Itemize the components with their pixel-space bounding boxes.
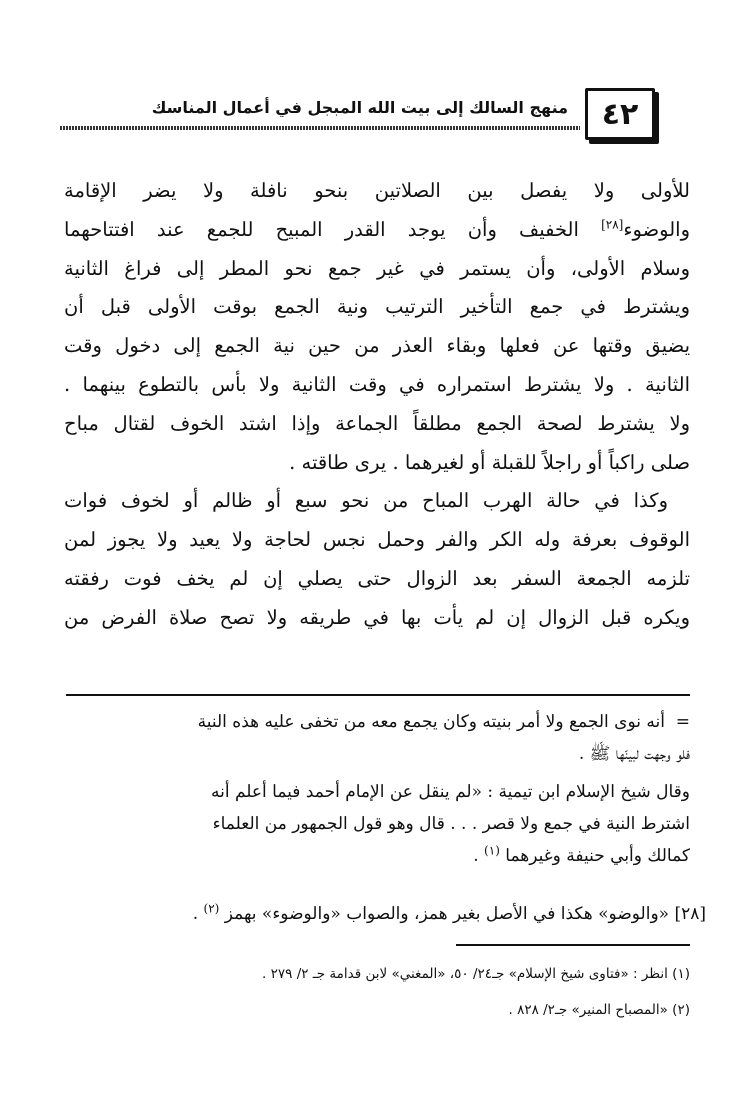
note-text: أنه نوى الجمع ولا أمر بنيته وكان يجمع معه من تخفى عليه هذه النية <box>197 712 665 732</box>
text-line: للأولى ولا يفصل بين الصلاتين بنحو نافلة ولا يضر الإقامة <box>64 179 690 202</box>
footnotes <box>190 956 690 1028</box>
text-line: ولا يشترط لصحة الجمع مطلقاً الجماعة وإذا اشتد الخوف لقتال مباح <box>64 411 690 435</box>
editor-note-text: [٢٨] «والوضو» هكذا في الأصل بغير همز، والصواب «والوضوء» بهمز <box>224 904 706 924</box>
note-line: فلو وجهت لبينّها ﷺ . <box>578 744 690 764</box>
page-number: ٤٢ <box>585 88 655 140</box>
note-line: كمالك وأبي حنيفة وغيرهما $^{(١)}$ . <box>473 843 690 866</box>
text-line: تلزمه الجمعة السفر بعد الزوال حتى يصلي إن لم يخف فوت رفقته <box>64 566 690 590</box>
footnote: (٢) «المصباح المنير» جـ٢/ ٨٢٨ . <box>508 1002 690 1018</box>
text-line <box>64 211 690 250</box>
text-line: يضيق وقتها عن فعلها وبقاء العذر من حين نية الجمع إلى دخول وقت <box>64 334 690 358</box>
running-title: منهج السالك إلى بيت الله المبجل في أعمال المناسك <box>151 98 568 117</box>
footnote-divider <box>456 944 690 946</box>
reference-marker: [٢٨] <box>601 217 624 232</box>
main-text <box>64 172 690 638</box>
text-line: ويكره قبل الزوال إن لم يأت بها في طريقه ولا تصح صلاة الفرض من <box>64 605 690 629</box>
text-line: ويشترط في جمع التأخير الترتيب ونية الجمع بوقت الأولى قبل أن <box>64 295 690 319</box>
text-line: الثانية . ولا يشترط استمراره في وقت الثانية ولا بأس بالتطوع بينهما . <box>64 372 690 396</box>
footnote: (١) انظر : «فتاوى شيخ الإسلام» جـ٢٤/ ٥٠، «المغني» لابن قدامة جـ ٢/ ٢٧٩ . <box>262 966 690 982</box>
note-text: كمالك وأبي حنيفة وغيرهما <box>505 846 690 866</box>
editor-note-end: . <box>192 904 199 924</box>
editor-note <box>66 900 706 928</box>
text-line: صلى راكباً أو راجلاً للقبلة أو لغيرهما . يرى طاقته . <box>289 450 690 474</box>
notes-block <box>66 706 690 872</box>
notes-divider <box>66 694 690 696</box>
text-line: وكذا في حالة الهرب المباح من نحو سبع أو ظالم أو لخوف فوات <box>64 489 668 513</box>
footnote-ref: (١) <box>484 843 500 858</box>
note-line: اشترط النية في جمع ولا قصر . . . قال وهو قول الجمهور من العلماء <box>212 814 690 834</box>
continuation-marker: = <box>675 712 690 732</box>
note-line: وقال شيخ الإسلام ابن تيمية : «لم ينقل عن الإمام أحمد فيما أعلم أنه <box>210 782 690 802</box>
text-line-rest: الخفيف وأن يوجد القدر المبيح للجمع عند افتتاحهما <box>64 217 579 241</box>
text-line: الوقوف بعرفة وله الكر والفر وحمل نجس لحاجة ولا يعيد ولا يجوز لمن <box>64 528 690 552</box>
note-line <box>66 706 690 738</box>
footnote-ref: (٢) <box>203 901 220 916</box>
text-line: وسلام الأولى، وأن يستمر في غير جمع نحو المطر إلى فراغ الثانية <box>64 256 690 280</box>
header-rule <box>60 126 580 130</box>
text-word: والوضوء <box>623 217 690 241</box>
